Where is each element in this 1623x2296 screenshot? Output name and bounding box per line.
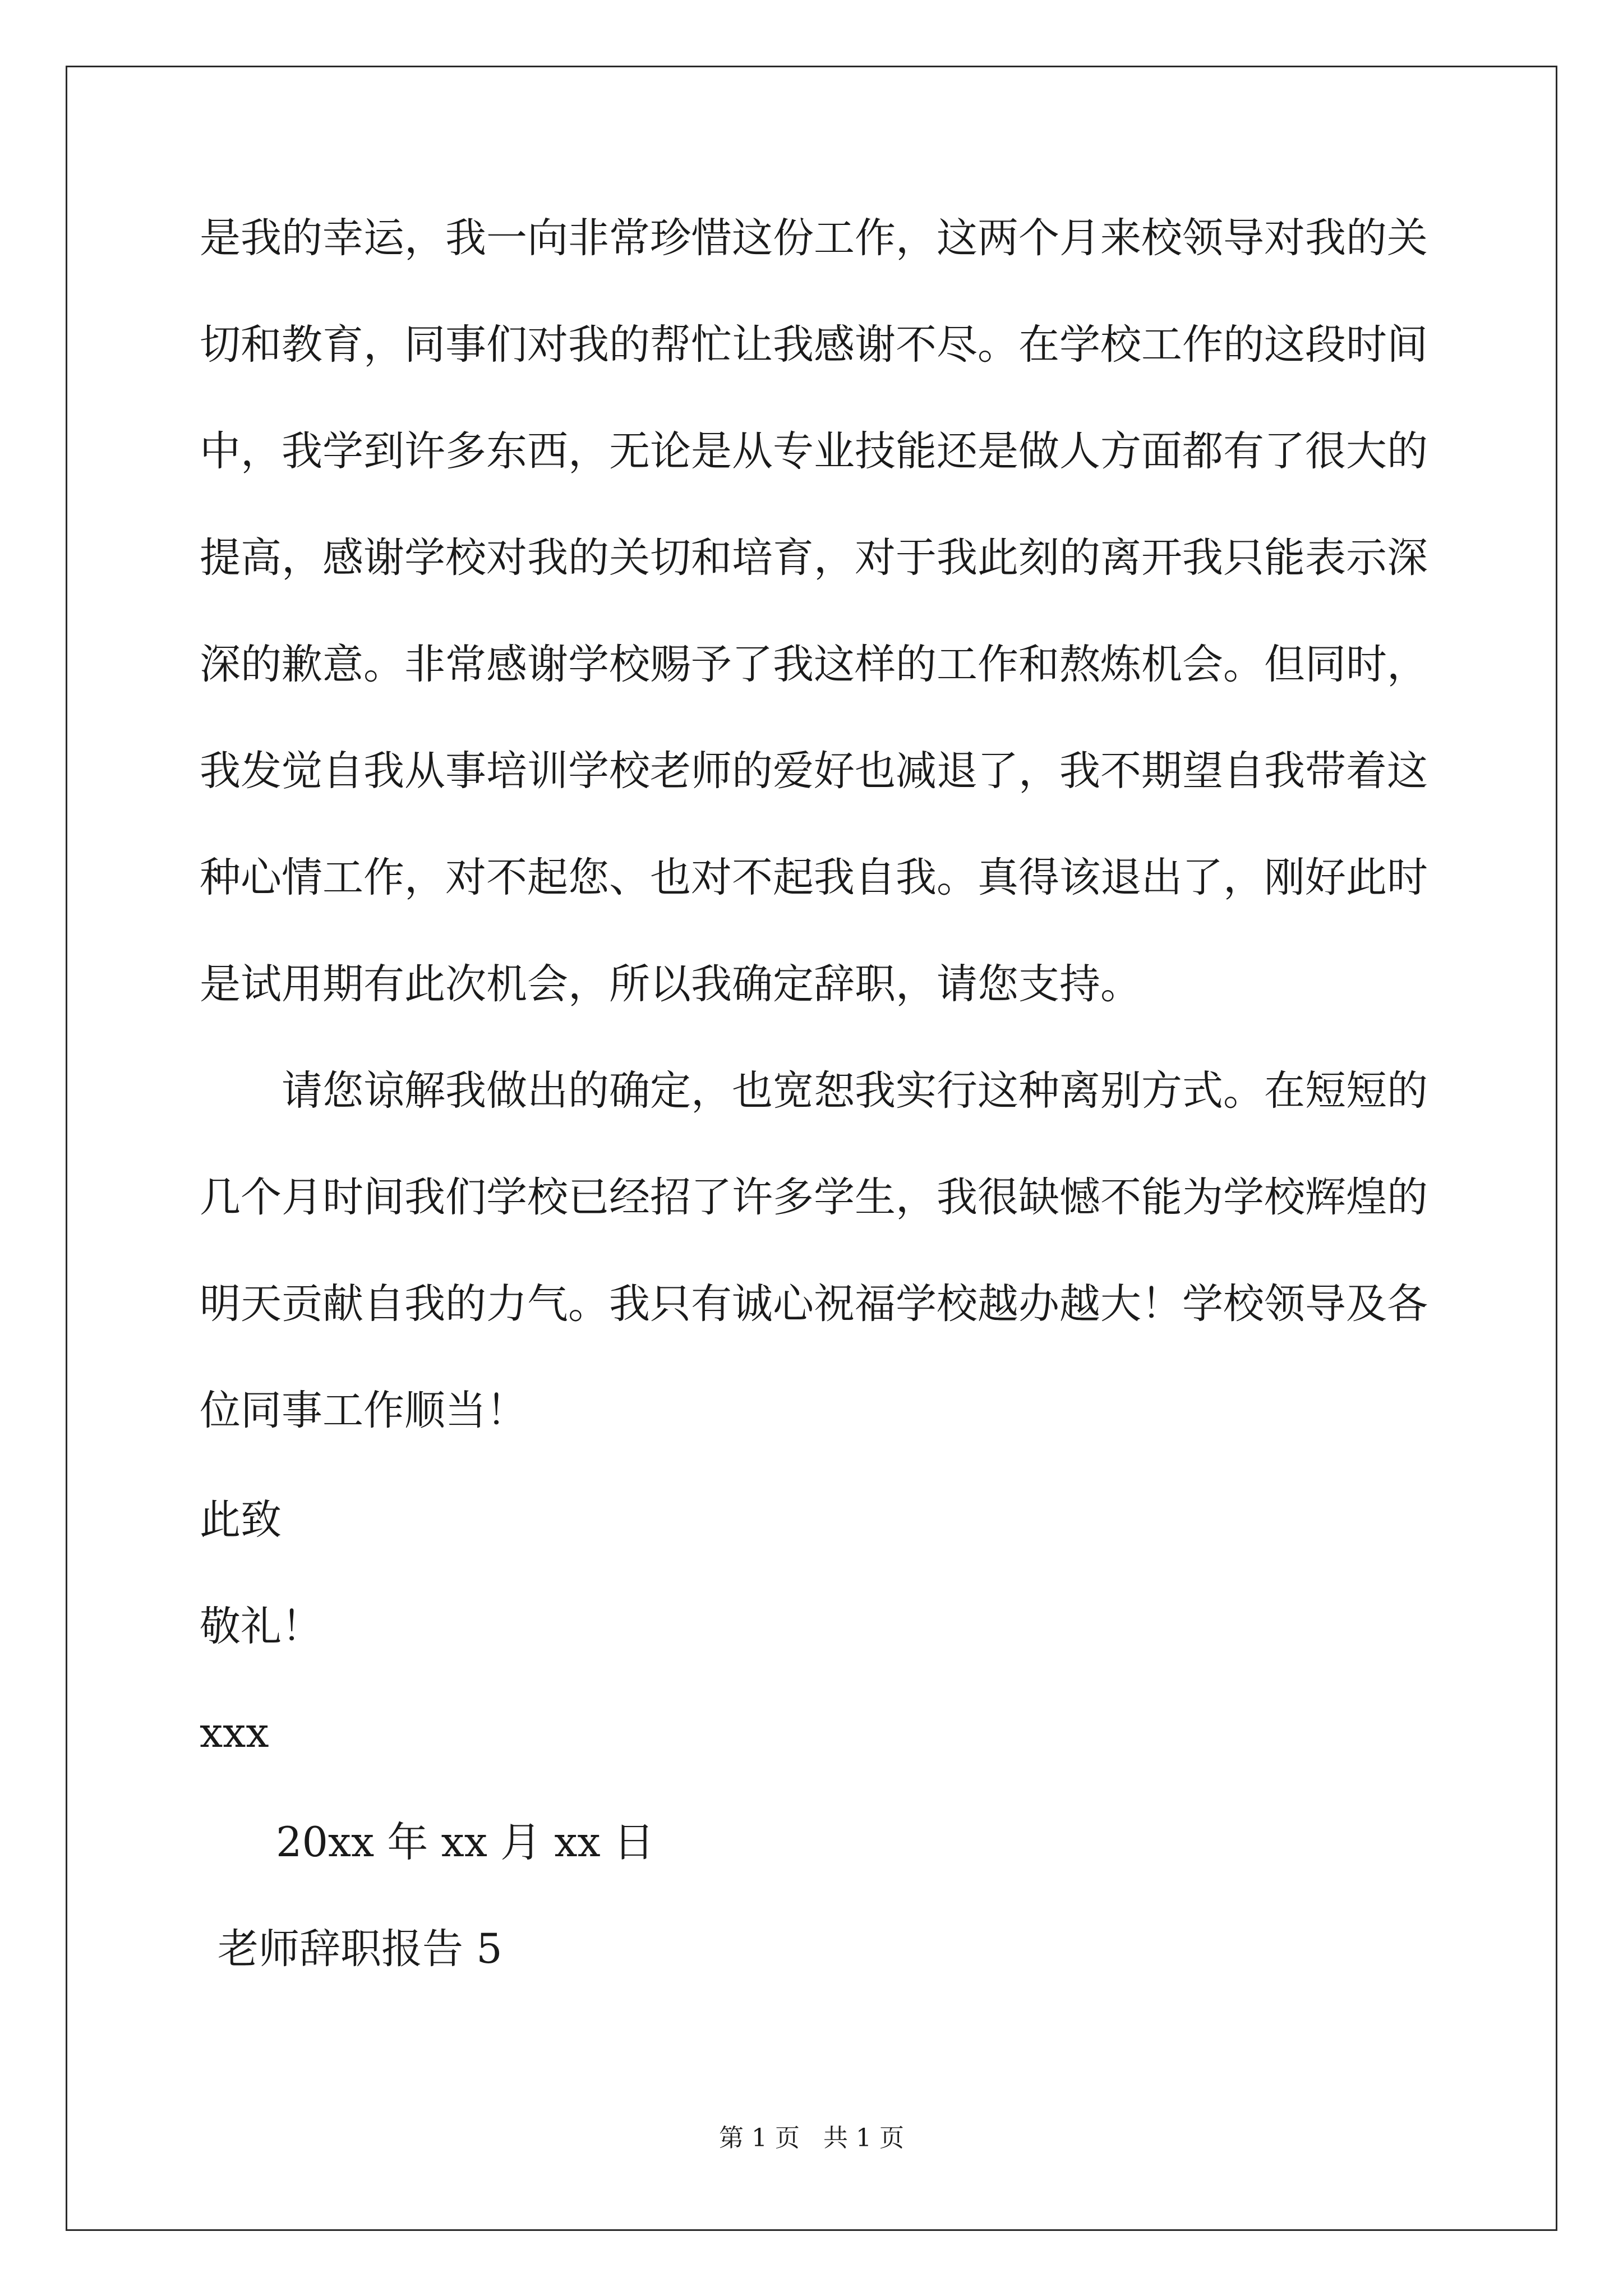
body-line-6: 我发觉自我从事培训学校老师的爱好也减退了，我不期望自我带着这 (200, 747, 1428, 795)
body-line-8: 是试用期有此次机会，所以我确定辞职，请您支持。 (200, 960, 1141, 1008)
body-line-4: 提高，感谢学校对我的关切和培育，对于我此刻的离开我只能表示深 (200, 534, 1428, 582)
signature: xxx (200, 1709, 269, 1757)
regards: 敬礼！ (200, 1603, 322, 1650)
body-line-2: 切和教育，同事们对我的帮忙让我感谢不尽。在学校工作的这段时间 (200, 321, 1428, 369)
next-section-title: 老师辞职报告 5 (218, 1925, 502, 1973)
body-line-11: 明天贡献自我的力气。我只有诚心祝福学校越办越大！学校领导及各 (200, 1280, 1428, 1328)
body-line-7: 种心情工作，对不起您、也对不起我自我。真得该退出了，刚好此时 (200, 854, 1428, 901)
body-line-1: 是我的幸运，我一向非常珍惜这份工作，这两个月来校领导对我的关 (200, 214, 1428, 262)
body-line-3: 中，我学到许多东西，无论是从专业技能还是做人方面都有了很大的 (200, 427, 1428, 475)
body-line-12: 位同事工作顺当！ (200, 1387, 527, 1434)
body-line-9: 请您谅解我做出的确定，也宽恕我实行这种离别方式。在短短的 (282, 1067, 1428, 1115)
page-border (66, 66, 1557, 2231)
salutation: 此致 (200, 1496, 282, 1544)
date-line: 20xx 年 xx 月 xx 日 (276, 1819, 654, 1866)
body-line-5: 深的歉意。非常感谢学校赐予了我这样的工作和熬炼机会。但同时， (200, 641, 1428, 688)
body-line-10: 几个月时间我们学校已经招了许多学生，我很缺憾不能为学校辉煌的 (200, 1174, 1428, 1221)
page-footer: 第 1 页 共 1 页 (719, 2124, 904, 2152)
